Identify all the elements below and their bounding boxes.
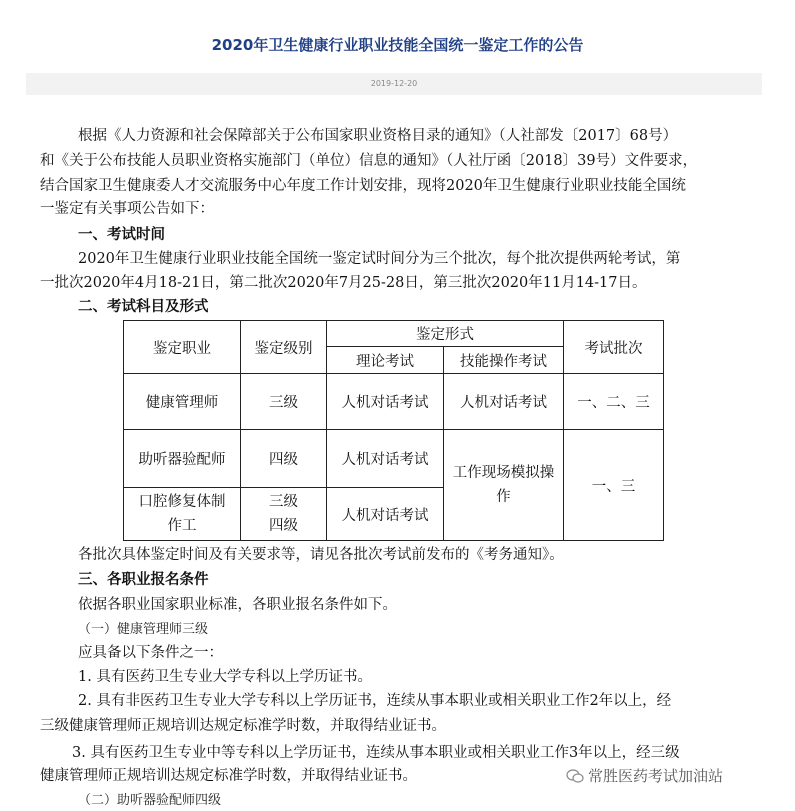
- condition-1: 1. 具有医药卫生专业大学专科以上学历证书。: [78, 669, 372, 685]
- header-form: 鉴定形式: [327, 321, 564, 347]
- watermark-text: 常胜医药考试加油站: [588, 767, 724, 785]
- header-batch: 考试批次: [564, 321, 664, 374]
- section1-heading: 一、考试时间: [78, 226, 165, 243]
- date-bar: [26, 73, 762, 95]
- cell-theory: 人机对话考试: [327, 488, 444, 541]
- header-level: 鉴定级别: [241, 321, 327, 374]
- section2-note: 各批次具体鉴定时间及有关要求等，请见各批次考试前发布的《考务通知》。: [78, 547, 564, 563]
- cell-level: 三级: [241, 374, 327, 430]
- intro-line-2: 和《关于公布技能人员职业资格实施部门（单位）信息的通知》（人社厅函〔2018〕39号）文件要求，: [40, 153, 698, 169]
- cell-shared-skill: 工作现场模拟操作: [444, 430, 564, 541]
- table-row: [124, 374, 664, 430]
- condition-3a: 3. 具有医药卫生专业中等专科以上学历证书，连续从事本职业或相关职业工作3年以上，经三级: [72, 745, 680, 761]
- cell-job: 健康管理师: [124, 374, 241, 430]
- condition-2b: 三级健康管理师正规培训达规定标准学时数，并取得结业证书。: [40, 718, 446, 734]
- section3-require: 应具备以下条件之一：: [78, 645, 223, 661]
- cell-theory: 人机对话考试: [327, 430, 444, 488]
- intro-line-1: 根据《人力资源和社会保障部关于公布国家职业资格目录的通知》（人社部发〔2017〕68号）: [78, 128, 678, 144]
- section2-heading: 二、考试科目及形式: [78, 298, 209, 315]
- section3-heading: 三、各职业报名条件: [78, 571, 209, 588]
- section3-sub1: （一）健康管理师三级: [78, 622, 209, 637]
- cell-skill: 人机对话考试: [444, 374, 564, 430]
- section3-sub2: （二）助听器验配师四级: [78, 793, 222, 808]
- section3-intro: 依据各职业国家职业标准，各职业报名条件如下。: [78, 597, 397, 613]
- table-row: [124, 430, 664, 488]
- publish-date: 2019-12-20: [370, 79, 418, 88]
- cell-level: [241, 488, 327, 541]
- header-theory: 理论考试: [327, 347, 444, 374]
- level-three: 三级: [269, 494, 298, 510]
- intro-line-4: 一鉴定有关事项公告如下：: [40, 201, 214, 217]
- exam-table: [123, 320, 664, 541]
- header-job: 鉴定职业: [124, 321, 241, 374]
- page-title: 2020年卫生健康行业职业技能全国统一鉴定工作的公告: [211, 36, 584, 54]
- cell-batch: 一、二、三: [564, 374, 664, 430]
- header-skill: 技能操作考试: [444, 347, 564, 374]
- cell-job: 口腔修复体制作工: [124, 488, 241, 541]
- condition-3b: 健康管理师正规培训达规定标准学时数，并取得结业证书。: [40, 768, 417, 784]
- wechat-watermark: [566, 765, 723, 786]
- level-four: 四级: [269, 518, 298, 534]
- condition-2a: 2. 具有非医药卫生专业大学专科以上学历证书，连续从事本职业或相关职业工作2年以上，经: [78, 693, 672, 709]
- cell-job: 助听器验配师: [124, 430, 241, 488]
- section1-line-1: 2020年卫生健康行业职业技能全国统一鉴定试时间分为三个批次，每个批次提供两轮考试，第: [78, 251, 681, 267]
- cell-theory: 人机对话考试: [327, 374, 444, 430]
- intro-line-3: 结合国家卫生健康委人才交流服务中心年度工作计划安排，现将2020年卫生健康行业职业技能全国统: [40, 178, 686, 194]
- wechat-icon: [566, 769, 584, 783]
- cell-shared-batch: 一、三: [564, 430, 664, 541]
- cell-level: 四级: [241, 430, 327, 488]
- section1-line-2: 一批次2020年4月18-21日，第二批次2020年7月25-28日，第三批次2020年11月14-17日。: [40, 275, 647, 291]
